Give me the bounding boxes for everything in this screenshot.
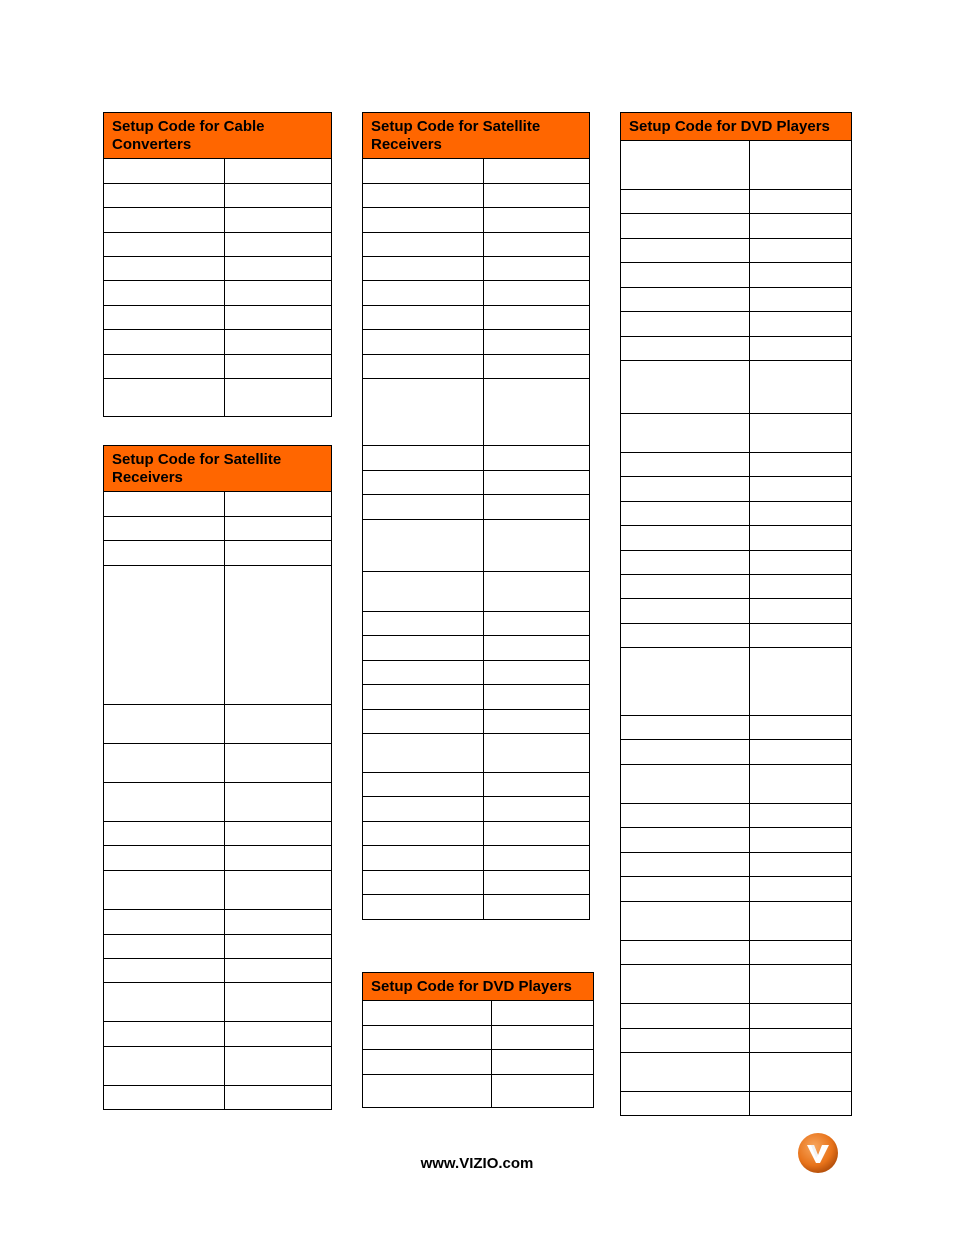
table-row <box>104 822 332 846</box>
table-row <box>621 453 852 477</box>
table-row <box>621 828 852 853</box>
satellite-setup-code-table-left <box>103 445 332 1110</box>
table-row <box>104 910 332 935</box>
table-row <box>363 379 590 446</box>
table-row <box>104 983 332 1022</box>
table-row <box>621 502 852 526</box>
table-row <box>621 624 852 648</box>
table-row <box>104 935 332 959</box>
table-row <box>363 846 590 871</box>
satellite-middle-table-title: Setup Code for Satellite Receivers <box>363 113 590 159</box>
table-row <box>104 1086 332 1110</box>
table-row <box>621 902 852 941</box>
table-row <box>104 1022 332 1047</box>
satellite-left-table-title: Setup Code for Satellite Receivers <box>104 446 332 492</box>
table-row <box>363 773 590 797</box>
table-row <box>363 495 590 520</box>
table-row <box>363 1075 594 1108</box>
table-row <box>363 1050 594 1075</box>
cable-table-title: Setup Code for Cable Converters <box>104 113 332 159</box>
table-row <box>363 871 590 895</box>
table-row <box>363 233 590 257</box>
table-row <box>363 1001 594 1026</box>
table-row <box>363 797 590 822</box>
table-row <box>621 477 852 502</box>
table-row <box>621 414 852 453</box>
table-row <box>621 551 852 575</box>
table-row <box>621 312 852 337</box>
table-row <box>363 471 590 495</box>
table-row <box>363 661 590 685</box>
table-row <box>621 214 852 239</box>
table-row <box>104 379 332 417</box>
table-row <box>363 1026 594 1050</box>
table-row <box>621 337 852 361</box>
table-row <box>363 159 590 184</box>
table-row <box>104 233 332 257</box>
cable-setup-code-table <box>103 112 332 417</box>
table-row <box>621 716 852 740</box>
table-row <box>104 744 332 783</box>
table-row <box>104 871 332 910</box>
dvd-right-table-title: Setup Code for DVD Players <box>621 113 852 141</box>
table-row <box>621 1092 852 1116</box>
table-row <box>621 263 852 288</box>
table-row <box>104 355 332 379</box>
dvd-setup-code-table-middle <box>362 972 594 1108</box>
table-row <box>104 208 332 233</box>
table-row <box>363 520 590 572</box>
table-row <box>363 895 590 920</box>
table-row <box>363 734 590 773</box>
table-row <box>621 239 852 263</box>
table-row <box>104 281 332 306</box>
table-row <box>621 361 852 414</box>
table-row <box>104 257 332 281</box>
table-row <box>621 526 852 551</box>
table-row <box>363 330 590 355</box>
table-row <box>621 1053 852 1092</box>
table-row <box>621 804 852 828</box>
satellite-setup-code-table-middle <box>362 112 590 920</box>
vizio-v-logo-icon <box>797 1132 839 1174</box>
table-row <box>363 710 590 734</box>
table-row <box>104 783 332 822</box>
table-row <box>621 740 852 765</box>
table-row <box>363 306 590 330</box>
table-row <box>621 1029 852 1053</box>
table-row <box>621 765 852 804</box>
table-row <box>363 685 590 710</box>
table-row <box>104 330 332 355</box>
table-row <box>104 566 332 705</box>
table-row <box>104 306 332 330</box>
table-row <box>104 846 332 871</box>
footer-url: www.VIZIO.com <box>420 1155 534 1172</box>
table-row <box>621 1004 852 1029</box>
table-row <box>363 446 590 471</box>
table-row <box>363 636 590 661</box>
table-row <box>363 281 590 306</box>
table-row <box>621 141 852 190</box>
table-row <box>104 705 332 744</box>
table-row <box>363 572 590 612</box>
table-row <box>104 541 332 566</box>
table-row <box>621 941 852 965</box>
table-row <box>363 184 590 208</box>
dvd-setup-code-table-right <box>620 112 852 1116</box>
table-row <box>363 612 590 636</box>
table-row <box>621 965 852 1004</box>
table-row <box>104 959 332 983</box>
table-row <box>621 575 852 599</box>
table-row <box>104 517 332 541</box>
table-row <box>621 648 852 716</box>
table-row <box>621 877 852 902</box>
table-row <box>104 184 332 208</box>
table-row <box>621 599 852 624</box>
table-row <box>621 853 852 877</box>
table-row <box>363 257 590 281</box>
table-row <box>363 822 590 846</box>
table-row <box>621 190 852 214</box>
table-row <box>104 492 332 517</box>
dvd-middle-table-title: Setup Code for DVD Players <box>363 973 594 1001</box>
table-row <box>363 355 590 379</box>
table-row <box>104 1047 332 1086</box>
table-row <box>621 288 852 312</box>
table-row <box>363 208 590 233</box>
table-row <box>104 159 332 184</box>
